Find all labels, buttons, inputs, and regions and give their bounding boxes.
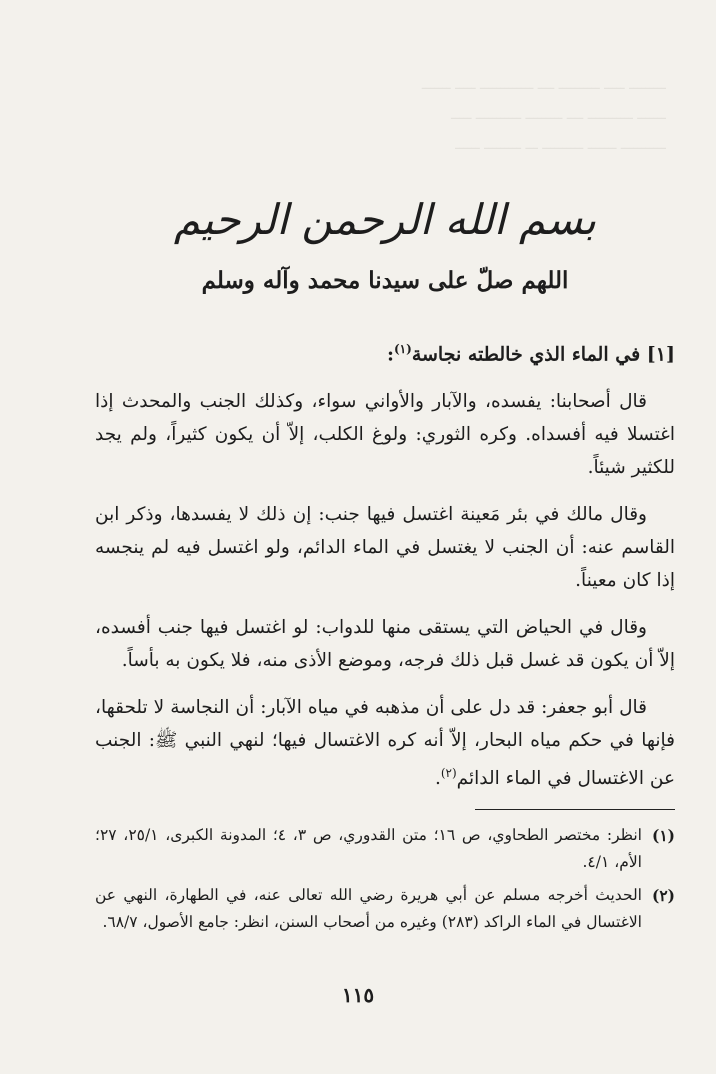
paragraph-1: قال أصحابنا: يفسده، والآبار والأواني سواء، وكذلك الجنب والمحدث إذا اغتسلا فيه أفسداه. وكره الثوري: ولوغ الكلب، إلاّ أن يكون كثيراً، ولم يجد للكثير شيئاً. bbox=[95, 391, 675, 479]
section-heading bbox=[95, 334, 675, 369]
paragraph-4-text: قال أبو جعفر: قد دل على أن مذهبه في مياه الآبار: أن النجاسة لا تلحقها، فإنها في حكم مياه البحار، إلاّ أنه كره الاغتسال فيها؛ لنهي النبي ﷺ: الجنب عن الاغتسال في الماء الدائم bbox=[95, 697, 675, 790]
bleed-through-text: ـــــــــ ـــــ ــــــــــ ــــ ـــــــــــــ ـــــ ـــــــ ـــــــ ـــــــــــ ــــ ـــــــــ ـــــــــــ ـــــ ـــــــــــ ـــــــ ــــــــــ ـــ ـــــــــ ــــــ bbox=[421, 77, 666, 153]
paragraph-4: قال أبو جعفر: قد دل على أن مذهبه في مياه الآبار: أن النجاسة لا تلحقها، فإنها في حكم مياه البحار، إلاّ أنه كره الاغتسال فيها؛ لنهي النبي ﷺ: الجنب عن الاغتسال في الماء الدائم$^{(٢)}$. bbox=[95, 697, 675, 790]
document-page bbox=[95, 190, 675, 942]
footnote-2-text: الحديث أخرجه مسلم عن أبي هريرة رضي الله تعالى عنه، في الطهارة، النهي عن الاغتسال في الماء الراكد (٢٨٣) وغيره من أصحاب السنن، انظر: جامع الأصول، ٦٨/٧. bbox=[95, 886, 642, 932]
section-title: في الماء الذي خالطته نجاسة bbox=[411, 343, 641, 366]
footnote-divider bbox=[475, 809, 675, 810]
footnote-1-text: انظر: مختصر الطحاوي، ص ١٦؛ متن القدوري، ص ٣، ٤؛ المدونة الكبرى، ٢٥/١، ٢٧؛ الأم، ٤/١. bbox=[95, 826, 642, 872]
section-number: [١] bbox=[646, 343, 675, 366]
paragraph-4-footnote-ref: (٢) bbox=[440, 766, 457, 781]
footnote-1-number: (١) bbox=[651, 826, 675, 846]
section-footnote-ref: (١) bbox=[393, 342, 412, 356]
footnote-2 bbox=[95, 882, 675, 936]
basmala-calligraphy: بسم الله الرحمن الرحيم bbox=[173, 195, 597, 244]
page-number: ١١٥ bbox=[341, 983, 375, 1007]
paragraph-2: وقال مالك في بئر مَعينة اغتسل فيها جنب: إن ذلك لا يفسدها، وذكر ابن القاسم عنه: أن الجنب لا يغتسل في الماء الدائم، ولو اغتسل فيه لم ينجسه إذا كان معيناً. bbox=[95, 504, 675, 592]
footnote-1 bbox=[95, 822, 675, 876]
paragraph-3: وقال في الحياض التي يستقى منها للدواب: لو اغتسل فيها جنب أفسده، إلاّ أن يكون قد غسل قبل ذلك فرجه، وموضع الأذى منه، فلا يكون به بأساً. bbox=[95, 617, 675, 672]
section-colon: : bbox=[386, 343, 394, 366]
footnote-2-number: (٢) bbox=[651, 886, 675, 906]
salawat-line: اللهم صلّ على سيدنا محمد وآله وسلم bbox=[201, 267, 569, 294]
